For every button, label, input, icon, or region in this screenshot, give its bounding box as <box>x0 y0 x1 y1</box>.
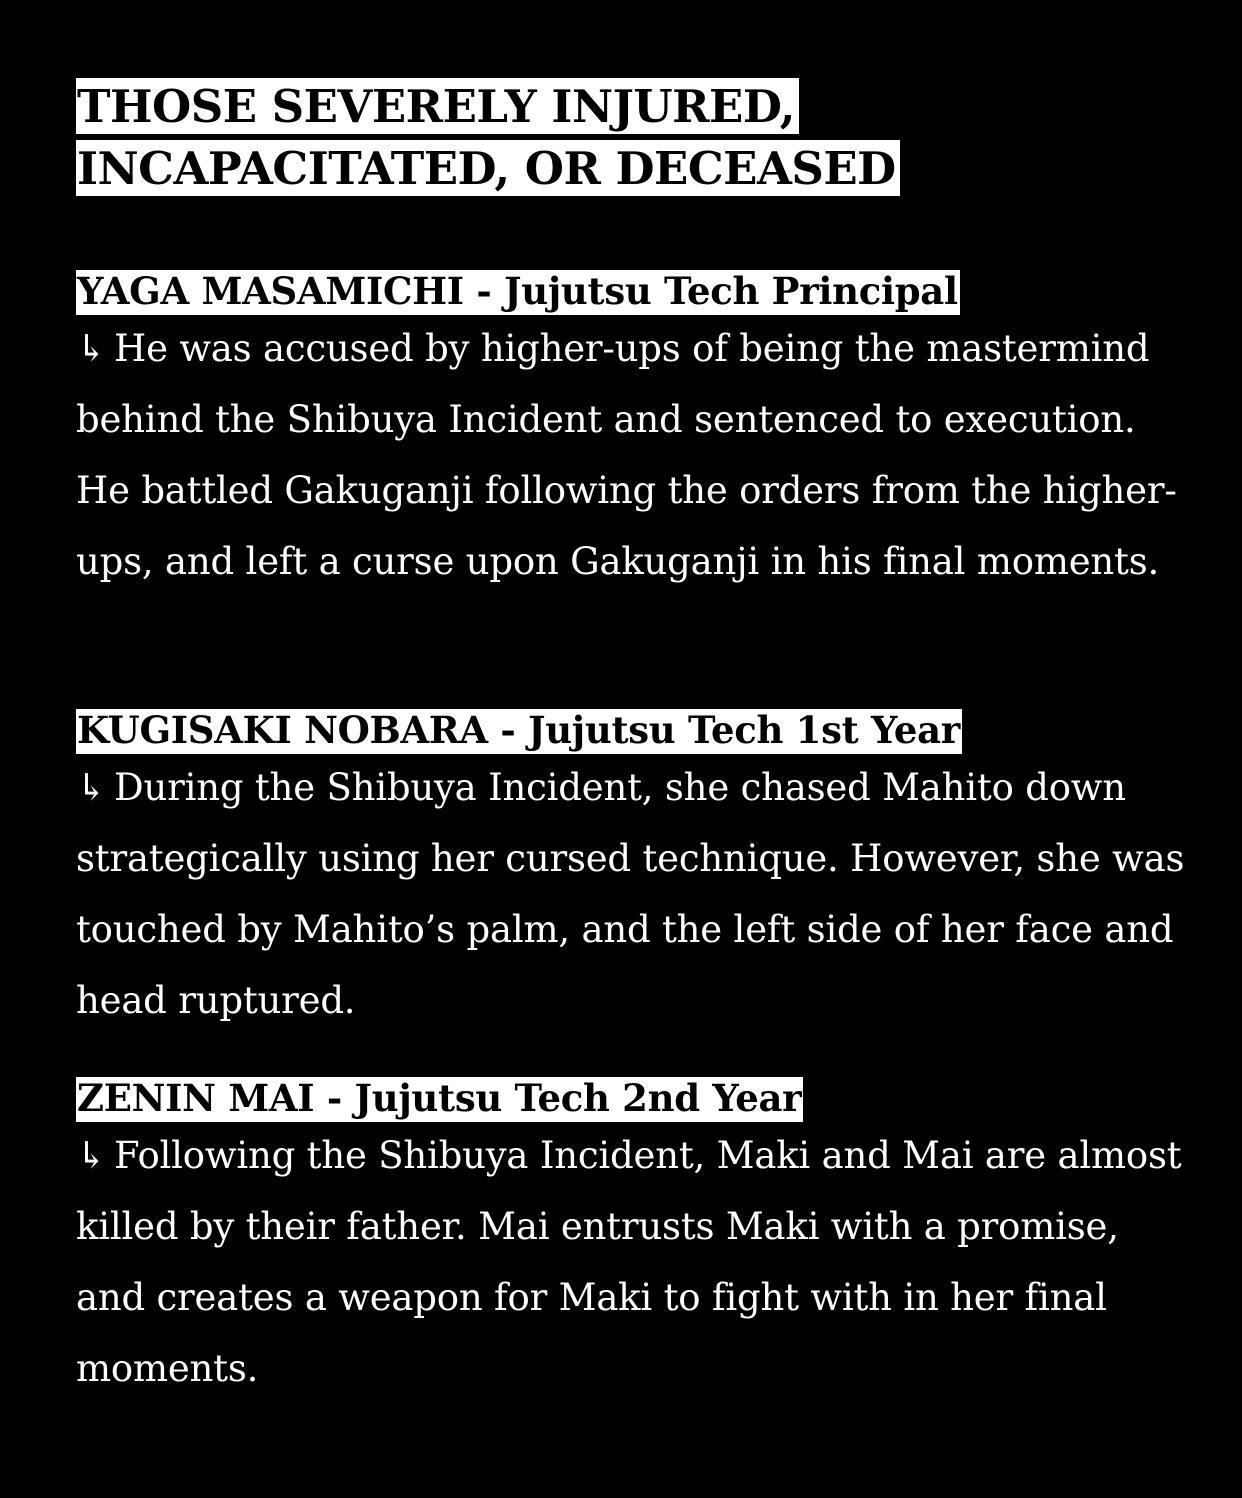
page-title <box>76 78 900 199</box>
title-line-2: INCAPACITATED, OR DECEASED <box>76 140 900 196</box>
title-line-1: THOSE SEVERELY INJURED, <box>76 78 799 134</box>
entry-kugisaki <box>76 709 1186 1036</box>
entry-heading: KUGISAKI NOBARA - Jujutsu Tech 1st Year <box>77 708 960 752</box>
arrow-icon: ↳ <box>76 766 107 809</box>
entry-text: Following the Shibuya Incident, Maki and Mai are almost killed by their father. Mai entrusts Maki with a promise, and creates a weapon for Maki to fight with in her final moments. <box>76 1134 1182 1390</box>
entry-yaga <box>76 270 1186 597</box>
entry-heading: ZENIN MAI - Jujutsu Tech 2nd Year <box>77 1076 802 1120</box>
arrow-icon: ↳ <box>76 327 107 370</box>
entry-text: He was accused by higher-ups of being the mastermind behind the Shibuya Incident and sentenced to execution. He battled Gakuganji following the orders from the higher-ups, and left a curse upon Gakuganji in his final moments. <box>76 327 1177 583</box>
arrow-icon: ↳ <box>76 1134 107 1177</box>
entry-text: During the Shibuya Incident, she chased Mahito down strategically using her cursed technique. However, she was touched by Mahito’s palm, and the left side of her face and head ruptured. <box>76 766 1185 1022</box>
entry-zenin-mai <box>76 1077 1186 1404</box>
entry-heading: YAGA MASAMICHI - Jujutsu Tech Principal <box>77 269 958 313</box>
entry-description <box>76 313 1186 597</box>
entry-description <box>76 1120 1186 1404</box>
entry-description <box>76 752 1186 1036</box>
